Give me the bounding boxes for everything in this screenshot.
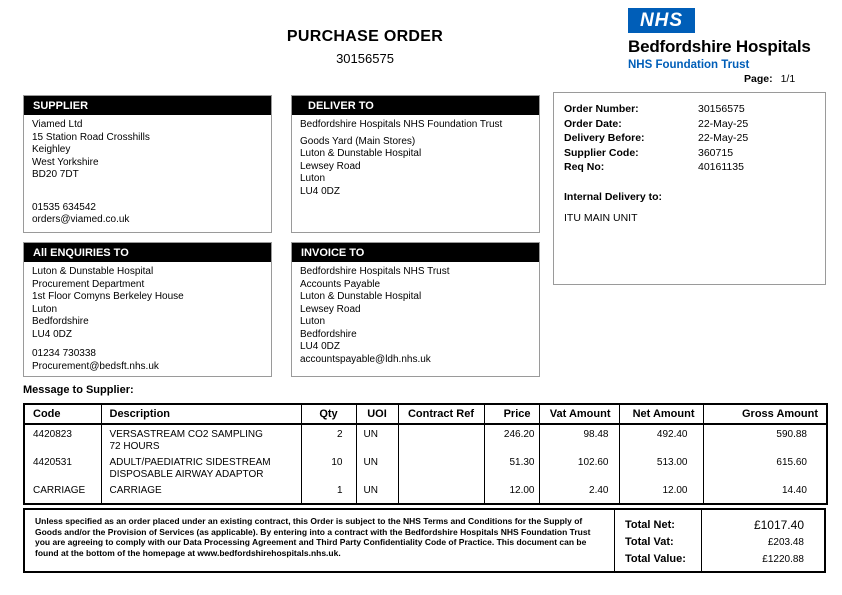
invoice-line: Luton [300, 316, 326, 327]
supplier-line: West Yorkshire [32, 156, 99, 168]
col-header-code: Code [24, 404, 101, 424]
internal-delivery-label: Internal Delivery to: [564, 190, 663, 203]
nhs-logo-block [628, 8, 828, 71]
detail-value: 40161135 [698, 161, 744, 173]
page-title: PURCHASE ORDER [286, 28, 444, 45]
item-description: ADULT/PAEDIATRIC SIDESTREAM DISPOSABLE AIRWAY ADAPTOR [101, 453, 301, 481]
col-header-gross-amount: Gross Amount [703, 404, 827, 424]
detail-row [564, 131, 825, 146]
total-value-value: £1220.88 [762, 554, 804, 565]
invoice-line: Luton & Dunstable Hospital [300, 291, 422, 302]
total-value-label: Total Value: [625, 553, 686, 565]
supplier-line: Keighley [32, 144, 71, 155]
item-contract-ref [398, 453, 484, 481]
col-header-contract-ref: Contract Ref [398, 404, 484, 424]
enquiries-address [24, 262, 271, 377]
item-contract-ref [398, 424, 484, 453]
total-net-label: Total Net: [625, 519, 675, 531]
internal-delivery-value: ITU MAIN UNIT [564, 211, 638, 224]
supplier-address [24, 115, 271, 231]
deliver-line: Luton & Dunstable Hospital [300, 148, 422, 159]
enquiries-line: Bedfordshire [32, 316, 89, 327]
deliver-line: Goods Yard (Main Stores) [300, 135, 416, 147]
table-filler-row [24, 497, 827, 504]
detail-row [564, 146, 825, 161]
terms-and-conditions-text: Unless specified as an order placed under an existing contract, this Order is subject to the NHS Terms and Conditions for the Supply of Goods and/or the Provision of Services (as applicable). By entering into a contract with the Bedfordshire Hospitals NHS Foundation Trust you are agreeing to comply with our Data Processing Agreement and Third Party Confidentiality Code of Practice. This document can be found at the bottom of the homepage at www.bedfordshirehospitals.nhs.uk. [25, 510, 615, 571]
trust-subtitle: NHS Foundation Trust [628, 59, 750, 71]
detail-label: Supplier Code: [564, 146, 639, 159]
invoice-line: LU4 0DZ [300, 341, 341, 352]
table-row [24, 453, 827, 481]
invoice-line: Bedfordshire [300, 328, 357, 340]
item-net: 12.00 [619, 481, 703, 497]
detail-value: 22-May-25 [698, 117, 749, 130]
table-row [24, 424, 827, 453]
footer-box [23, 508, 826, 573]
invoice-line: Lewsey Road [300, 303, 361, 315]
supplier-line: 15 Station Road Crosshills [32, 131, 150, 143]
item-vat: 2.40 [539, 481, 619, 497]
total-vat-label: Total Vat: [625, 536, 674, 548]
page-indicator [744, 73, 795, 85]
detail-value: 360715 [698, 146, 734, 159]
nhs-logo-icon: NHS [628, 8, 695, 33]
page-value: 1/1 [780, 73, 796, 85]
enquiries-line: Procurement Department [32, 278, 145, 290]
enquiries-line: Luton [32, 303, 58, 315]
deliver-to-address [292, 115, 539, 202]
detail-row [564, 160, 825, 175]
message-to-supplier-label: Message to Supplier: [23, 384, 134, 396]
enquiries-line: Luton & Dunstable Hospital [32, 266, 154, 277]
enquiries-box [23, 242, 272, 377]
item-code: 4420531 [24, 453, 101, 481]
items-table [23, 403, 828, 505]
item-contract-ref [398, 481, 484, 497]
detail-value: 30156575 [698, 103, 745, 115]
invoice-to-box [291, 242, 540, 377]
item-qty: 10 [301, 453, 356, 481]
col-header-net-amount: Net Amount [619, 404, 703, 424]
trust-name: Bedfordshire Hospitals [628, 37, 811, 56]
col-header-uoi: UOI [356, 404, 398, 424]
col-header-description: Description [101, 404, 301, 424]
enquiries-line: 1st Floor Comyns Berkeley House [32, 291, 184, 302]
totals-labels [615, 510, 702, 571]
enquiries-email: Procurement@bedsft.nhs.uk [32, 360, 159, 372]
item-price: 51.30 [484, 453, 539, 481]
deliver-line: Bedfordshire Hospitals NHS Foundation Trust [300, 119, 503, 130]
col-header-vat-amount: Vat Amount [539, 404, 619, 424]
deliver-to-box [291, 95, 540, 233]
item-uoi: UN [356, 481, 398, 497]
enquiries-heading: All ENQUIRIES TO [24, 243, 271, 262]
item-description: CARRIAGE [101, 481, 301, 497]
deliver-to-heading: DELIVER TO [292, 96, 539, 115]
item-price: 12.00 [484, 481, 539, 497]
detail-label: Delivery Before: [564, 132, 645, 144]
invoice-to-heading: INVOICE TO [292, 243, 539, 262]
supplier-email: orders@viamed.co.uk [32, 214, 130, 225]
supplier-phone: 01535 634542 [32, 201, 96, 213]
deliver-line: Lewsey Road [300, 160, 361, 172]
invoice-line: Bedfordshire Hospitals NHS Trust [300, 266, 450, 277]
supplier-line: Viamed Ltd [32, 119, 83, 130]
col-header-qty: Qty [301, 404, 356, 424]
item-gross: 14.40 [703, 481, 827, 497]
document-header [230, 28, 500, 66]
supplier-heading: SUPPLIER [24, 96, 271, 115]
supplier-box [23, 95, 272, 233]
invoice-to-address [292, 262, 539, 370]
page-label: Page: [744, 73, 773, 85]
item-vat: 98.48 [539, 424, 619, 453]
detail-row [564, 102, 825, 117]
col-header-price: Price [484, 404, 539, 424]
item-gross: 590.88 [703, 424, 827, 453]
item-price: 246.20 [484, 424, 539, 453]
enquiries-phone: 01234 730338 [32, 348, 96, 359]
item-qty: 2 [301, 424, 356, 453]
total-vat-value: £203.48 [767, 537, 804, 548]
item-uoi: UN [356, 424, 398, 453]
detail-label: Order Date: [564, 117, 622, 130]
item-qty: 1 [301, 481, 356, 497]
item-net: 513.00 [619, 453, 703, 481]
deliver-line: Luton [300, 173, 326, 184]
item-code: CARRIAGE [24, 481, 101, 497]
item-code: 4420823 [24, 424, 101, 453]
totals-values [702, 510, 824, 571]
invoice-line: Accounts Payable [300, 278, 381, 290]
supplier-line: BD20 7DT [32, 169, 79, 180]
deliver-line: LU4 0DZ [300, 185, 341, 197]
detail-row [564, 117, 825, 132]
item-description: VERSASTREAM CO2 SAMPLING 72 HOURS [101, 424, 301, 453]
item-vat: 102.60 [539, 453, 619, 481]
total-net-value: £1017.40 [753, 518, 804, 532]
enquiries-line: LU4 0DZ [32, 328, 73, 340]
detail-value: 22-May-25 [698, 132, 749, 144]
item-uoi: UN [356, 453, 398, 481]
invoice-line: accountspayable@ldh.nhs.uk [300, 353, 431, 365]
detail-label: Order Number: [564, 103, 639, 115]
table-row [24, 481, 827, 497]
item-net: 492.40 [619, 424, 703, 453]
detail-label: Req No: [564, 161, 605, 173]
order-number-heading: 30156575 [336, 51, 394, 66]
item-gross: 615.60 [703, 453, 827, 481]
order-details-box [553, 92, 826, 285]
table-header-row [24, 404, 827, 424]
